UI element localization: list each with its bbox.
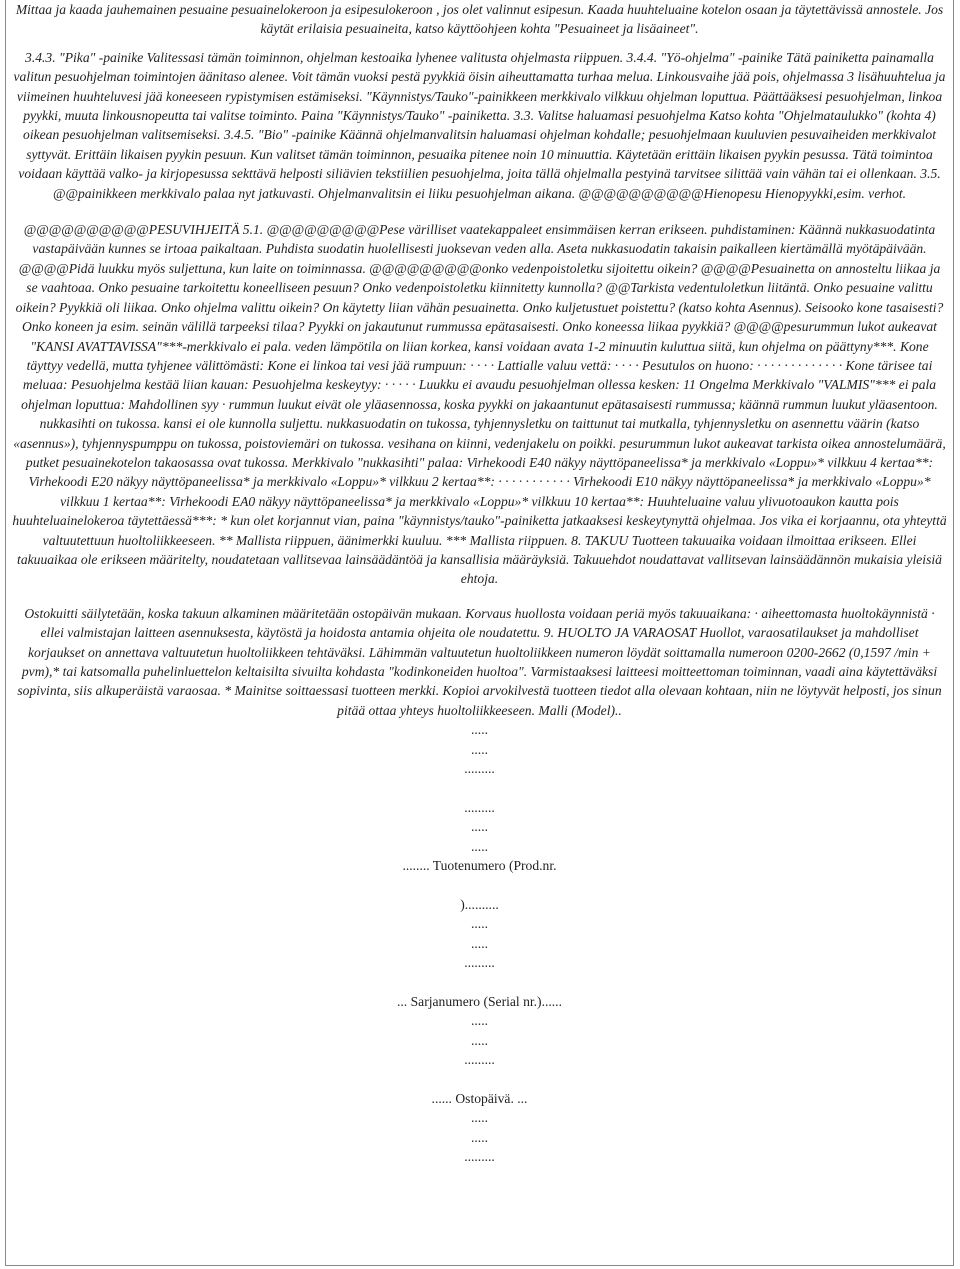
purchase-date-label: ...... Ostopäivä. ... (431, 1090, 528, 1106)
form-line: ......... (464, 799, 495, 815)
form-line: ......... (464, 1149, 495, 1165)
form-line: ).......... (460, 896, 499, 912)
form-line: ..... (471, 935, 488, 951)
paragraph-detergent-dosing: Mittaa ja kaada jauhemainen pesuaine pesuainelokeroon ja esipesulokeroon , jos olet valinnut esipesun. Kaada huuhteluaine kotelon osaan ja täytettävissä annostele. Jos käytät erilaisia pesuaineita, katso käyttöohjeen kohta "Pesuaineet ja lisäaineet". (15, 2, 944, 37)
serial-number-label: ... Sarjanumero (Serial nr.)...... (397, 993, 562, 1009)
form-line: ......... (464, 1052, 495, 1068)
form-line-blank (6, 778, 953, 797)
form-line-blank (6, 1069, 953, 1088)
form-line: ..... (471, 916, 488, 932)
form-line: ..... (471, 1032, 488, 1048)
form-line: ..... (471, 1110, 488, 1126)
paragraph-service-parts: Ostokuitti säilytetään, koska takuun alkaminen määritetään ostopäivän mukaan. Korvaus huollosta voidaan periä myös takuuaikana: · aiheettomasta huoltokäynnistä · ellei valmistajan laitteen asennuksesta, käytöstä ja hoidosta antamia ohjeita ole noudatettu. 9. HUOLTO JA VARAOSAT Huollot, varaosatilaukset ja mahdolliset korjaukset on annettava valtuutetun huoltoliikkeen tehtäväksi. Lähimmän valtuutetun huoltoliikkeen numeron löydät soittamalla numeroon 0200-2662 (0,1597 /min + pvm),* tai katsomalla puhelinluettelon keltaisilta sivuilta kohdasta "kodinkoneiden huoltoa". Varmistaaksesi laitteesi moitteettoman toiminnan, vaadi aina käytettäväksi sopivinta, siis alkuperäistä varaosaa. * Mainitse soittaessasi tuotteen merkki. Kopioi arvokilvestä tuotteen tiedot alla olevaan kohtaan, niin ne löytyvät helposti, jos sinun pitää ottaa yhteys huoltoliikkeeseen. Malli (Model).. (17, 605, 942, 718)
product-info-form (6, 720, 953, 1166)
form-line: ......... (464, 955, 495, 971)
form-line-blank (6, 972, 953, 991)
form-line: ..... (471, 838, 488, 854)
form-line: ..... (471, 741, 488, 757)
form-line: ..... (471, 1129, 488, 1145)
form-line: ..... (471, 722, 488, 738)
document-body (6, 0, 953, 1167)
form-line-blank (6, 875, 953, 894)
form-line: ..... (471, 819, 488, 835)
paragraph-programme-options: 3.4.3. "Pika" -painike Valitessasi tämän toiminnon, ohjelman kestoaika lyhenee valitusta ohjelmasta riippuen. 3.4.4. "Yö-ohjelma" -painike Tätä painiketta painamalla valitun pesuohjelman toimintojen äänitaso alenee. Voit tämän vuoksi pestä pyykkiä öisin aiheuttamatta turhaa melua. Linkousvaihe jää pois, ohjelmassa 3 lisähuuhtelua ja viimeinen huuhteluvesi jää koneeseen rypistymisen estämiseksi. "Käynnistys/Tauko"-painikkeen merkkivalo vilkkuu ohjelman loputtua. Päättääksesi pesuohjelman, linkoa pyykki, muuta linkousnopeutta tai valitse toiminto. Paina "Käynnistys/Tauko" -painiketta. 3.3. Valitse haluamasi pesuohjelma Katso kohta "Ohjelmataulukko" (kohta 4) oikean pesuohjelman valitsemiseksi. 3.4.5. "Bio" -painike Käännä ohjelmanvalitsin haluamasi ohjelman kohdalle; pesuohjelmaan kuuluvien pesuvaiheiden merkkivalot syttyvät. Erittäin likaisen pyykin pesuun. Kun valitset tämän toiminnon, pesuaika pitenee noin 10 minuuttia. Käytetään erittäin likaisen pyykin pesussa. Tätä toimintoa voidaan käyttää valko- ja kirjopesussa sekttävä helposti siliävien tekstiilien pesuohjelma, joita tällä ohjelmalla pestyinä tarvitsee silittää vain vähän tai ei ollenkaan. 3.5. @@painikkeen merkkivalo palaa nyt jatkuvasti. Ohjelmanvalitsin ei liiku pesuohjelman aikana. @@@@@@@@@@Hienopesu Hienopyykki,esim. verhot. (13, 49, 946, 201)
product-number-label: ........ Tuotenumero (Prod.nr. (402, 858, 557, 874)
form-line: ......... (464, 761, 495, 777)
paragraph-washing-tips-troubleshooting: @@@@@@@@@@PESUVIHJEITÄ 5.1. @@@@@@@@@Pese värilliset vaatekappaleet ensimmäisen kerran erikseen. puhdistaminen: Käännä nukkasuodatinta vastapäivään kunnes se irtoaa paikaltaan. Puhdista suodatin huolellisesti juoksevan veden alla. Aseta nukkasuodatin takaisin paikalleen kiertämällä myötäpäivään. @@@@Pidä luukku myös suljettuna, kun laite on toiminnassa. @@@@@@@@@onko vedenpoistoletku sijoitettu oikein? @@@@Pesuainetta on annosteltu liikaa ja se vaahtoaa. Onko pesuaine tarkoitettu koneelliseen pesuun? Onko vedenpoistoletku kiinnitetty kunnolla? @@Tarkista vedentuloletkun liitäntä. Onko pesuaine valittu oikein? Pyykkiä oli liikaa. Onko ohjelma valittu oikein? On käytetty liian vähän pesuainetta. Onko kuljetustuet poistettu? (katso kohta Asennus). Seisooko kone tasaisesti? Onko koneen ja esim. seinän välillä tarpeeksi tilaa? Pyykki on jakautunut rummussa epätasaisesti. Onko koneessa liikaa pyykkiä? @@@@pesurummun lukot aukeavat "KANSI AVATTAVISSA"***-merkkivalo ei pala. veden lämpötila on liian korkea, kansi voidaan avata 1-2 minuutin kuluttua siitä, kun ohjelma on päättyny***. Kone täyttyy vedellä, mutta tyhjenee välittömästi: Kone ei linkoa tai vesi jää rumpuun: · · · · Lattialle valuu vettä: · · · · Pesutulos on huono: · · · · · · · · · · · · · Kone tärisee tai meluaa: Pesuohjelma kestää liian kauan: Pesuohjelma keskeytyy: · · · · · Luukku ei avaudu pesuohjelman ollessa kesken: 11 Ongelma Merkkivalo "VALMIS"*** ei pala ohjelman loputtua: Mahdollinen syy · rummun luukut eivät ole yläasennossa, koska pyykki on jakaantunut epätasaisesti rummussa; käännä rummun luukut yläasentoon. nukkasihti on tukossa. kansi ei ole kunnolla suljettu. nukkasuodatin on tukossa, tyhjennysletku on taittunut tai mutkalla, tyhjennysletku on asennettu väärin (katso «asennus»), tyhjennyspumppu on tukossa, poistoviemäri on tukossa. vesihana on kiinni, vedenjakelu on poikki. pesurummun lukot aukeavat tarkista oikea annostelumäärä, putket pesuainekotelon takaosassa ovat tukossa. Merkkivalo "nukkasihti" palaa: Virhekoodi E40 näkyy näyttöpaneelissa* ja merkkivalo «Loppu»* vilkkuu 4 kertaa**: Virhekoodi E20 näkyy näyttöpaneelissa* ja merkkivalo «Loppu»* vilkkuu 2 kertaa**: · · · · · · · · · · · Virhekoodi E10 näkyy näyttöpaneelissa* ja merkkivalo «Loppu»* vilkkuu 1 kertaa**: Virhekoodi EA0 näkyy näyttöpaneelissa* ja merkkivalo «Loppu»* vilkkuu 10 kertaa**: Huuhteluaine valuu ylivuotoaukon kautta pois huuhteluainelokeroa täytettäessä***: * kun olet korjannut vian, paina "käynnistys/tauko"-painiketta jatkaaksesi keskeytynyttä ohjelmaa. Jos vika ei korjaannu, ota yhteyttä valtuutettuun huoltoliikkeeseen. ** Mallista riippuen, äänimerkki kuuluu. *** Mallista riippuen. 8. TAKUU Tuotteen takuuaika voidaan ilmoittaa erikseen. Ellei takuuaikaa ole erikseen määritelty, noudatetaan vallitsevaa lainsäädäntöä ja kansallisia määräyksiä. Takuuehdot noudattavat vallitsevan lainsäädännön mukaisia yleisiä ehtoja. (12, 222, 947, 587)
form-line: ..... (471, 1013, 488, 1029)
